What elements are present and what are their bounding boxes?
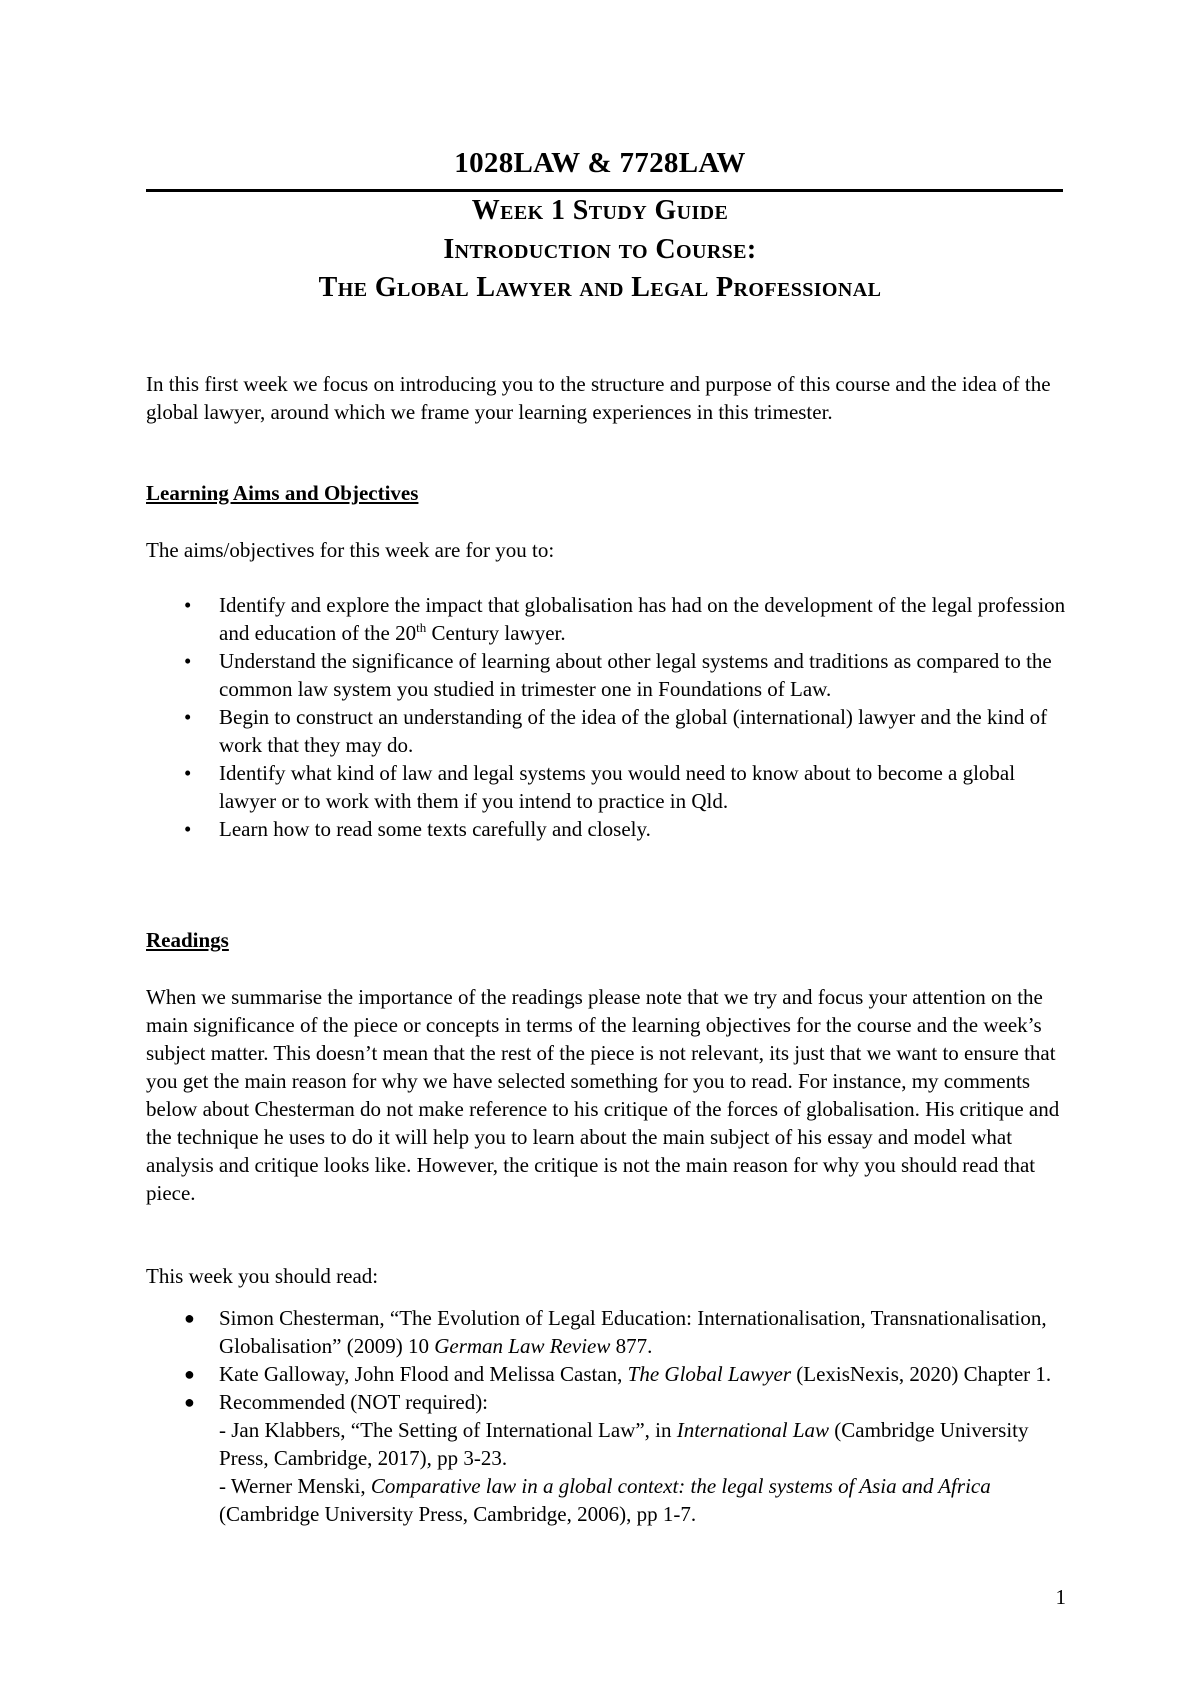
ordinal-suffix: th [416, 620, 427, 635]
list-item [146, 759, 1066, 815]
bullet-icon: ● [184, 1364, 195, 1384]
readings-intro-paragraph: When we summarise the importance of the readings please note that we try and focus your attention on the main significance of the piece or concepts in terms of the learning objectives for the course and the week’s subject matter. This doesn’t mean that the rest of the piece is not relevant, its just that we want to ensure that you get the main reason for why we have selected something for you to read. For instance, my comments below about Chesterman do not make reference to his critique of the forces of globalisation. His critique and the technique he uses to do it will help you to learn about the main subject of his essay and model what analysis and critique looks like. However, the critique is not the main reason for why you should read that piece. [146, 985, 1060, 1205]
list-item [146, 703, 1066, 759]
course-intro-title: Introduction to Course: [443, 234, 757, 265]
list-item [146, 591, 1066, 647]
reading-citation-end: (Cambridge University Press, Cambridge, 2006), pp 1-7. [219, 1502, 697, 1526]
aim-text: Begin to construct an understanding of the idea of the global (international) lawyer and the kind of work that they may do. [219, 705, 1048, 757]
course-code-title: 1028LAW & 7728LAW [454, 147, 746, 179]
readings-list-intro: This week you should read: [146, 1264, 379, 1288]
readings-heading: Readings [146, 928, 229, 952]
list-item [146, 647, 1066, 703]
list-item [146, 1304, 1066, 1360]
bullet-icon: • [184, 705, 192, 729]
readings-list [146, 1304, 1066, 1528]
aim-text: Identify what kind of law and legal systems you would need to know about to become a global lawyer or to work with them if you intend to practice in Qld. [219, 761, 1016, 813]
book-title: Comparative law in a global context: the legal systems of Asia and Africa [370, 1474, 991, 1498]
aim-text: Understand the significance of learning about other legal systems and traditions as compared to the common law system you studied in trimester one in Foundations of Law. [219, 649, 1052, 701]
reading-citation: Kate Galloway, John Flood and Melissa Castan, [219, 1362, 628, 1386]
intro-paragraph: In this first week we focus on introducing you to the structure and purpose of this course and the idea of the global lawyer, around which we frame your learning experiences in this trimester. [146, 372, 1051, 424]
list-item [146, 815, 1066, 843]
bullet-icon: ● [184, 1308, 195, 1328]
book-title: International Law [676, 1418, 830, 1442]
topic-title: The Global Lawyer and Legal Professional [318, 272, 882, 303]
reading-citation-end: 877. [610, 1334, 653, 1358]
aims-heading: Learning Aims and Objectives [146, 481, 419, 505]
book-title: The Global Lawyer [627, 1362, 792, 1386]
bullet-icon: • [184, 593, 192, 617]
list-item [146, 1388, 1066, 1528]
aims-intro: The aims/objectives for this week are for you to: [146, 538, 555, 562]
reading-citation: - Werner Menski, [219, 1474, 371, 1498]
reading-citation-end: (Cambridge University Press, Cambridge, 2017), pp 3-23. [219, 1418, 1029, 1470]
list-item [146, 1360, 1066, 1388]
page-number: 1 [1055, 1585, 1066, 1609]
journal-title: German Law Review [434, 1334, 611, 1358]
study-guide-title: Week 1 Study Guide [471, 195, 729, 226]
bullet-icon: • [184, 649, 192, 673]
aim-text: Identify and explore the impact that globalisation has had on the development of the legal profession and education of the 20 [219, 593, 1066, 645]
aim-text: Learn how to read some texts carefully and closely. [219, 817, 651, 841]
recommended-label: Recommended (NOT required): [219, 1390, 489, 1414]
recommended-reading-2 [219, 1472, 1066, 1528]
bullet-icon: • [184, 761, 192, 785]
header-rule [146, 189, 1063, 192]
bullet-icon: ● [184, 1392, 195, 1412]
aim-text-end: Century lawyer. [426, 621, 566, 645]
recommended-reading-1 [219, 1416, 1066, 1472]
bullet-icon: • [184, 817, 192, 841]
reading-citation: - Jan Klabbers, “The Setting of International Law”, in [219, 1418, 677, 1442]
reading-citation: Simon Chesterman, “The Evolution of Legal Education: Internationalisation, Transnationalisation, Globalisation” (2009) 10 [219, 1306, 1047, 1358]
reading-citation-end: (LexisNexis, 2020) Chapter 1. [791, 1362, 1052, 1386]
aims-list [146, 591, 1066, 843]
